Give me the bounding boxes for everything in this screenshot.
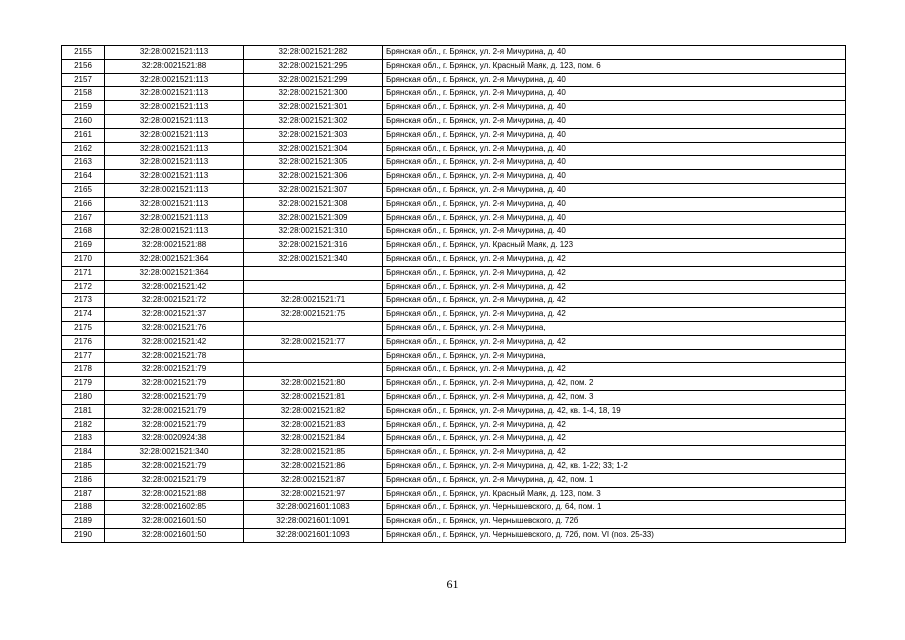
object-number-cell: 32:28:0021521:83 (244, 418, 383, 432)
parcel-number-cell: 32:28:0021521:72 (105, 294, 244, 308)
row-number-cell: 2172 (62, 280, 105, 294)
address-cell: Брянская обл., г. Брянск, ул. 2-я Мичурина, д. 40 (383, 101, 846, 115)
table-body (62, 46, 846, 543)
row-number-cell: 2174 (62, 308, 105, 322)
address-cell: Брянская обл., г. Брянск, ул. 2-я Мичурина, д. 42 (383, 308, 846, 322)
row-number-cell: 2175 (62, 321, 105, 335)
parcel-number-cell: 32:28:0021521:78 (105, 349, 244, 363)
parcel-number-cell: 32:28:0021521:88 (105, 239, 244, 253)
table-row (62, 183, 846, 197)
parcel-number-cell: 32:28:0021521:113 (105, 197, 244, 211)
row-number-cell: 2170 (62, 252, 105, 266)
parcel-number-cell: 32:28:0021521:113 (105, 183, 244, 197)
table-row (62, 252, 846, 266)
address-cell: Брянская обл., г. Брянск, ул. 2-я Мичурина, д. 40 (383, 225, 846, 239)
row-number-cell: 2166 (62, 197, 105, 211)
parcel-number-cell: 32:28:0021521:88 (105, 487, 244, 501)
table-row (62, 459, 846, 473)
address-cell: Брянская обл., г. Брянск, ул. 2-я Мичурина, д. 40 (383, 128, 846, 142)
table-row (62, 156, 846, 170)
row-number-cell: 2171 (62, 266, 105, 280)
row-number-cell: 2176 (62, 335, 105, 349)
object-number-cell: 32:28:0021521:84 (244, 432, 383, 446)
object-number-cell (244, 349, 383, 363)
object-number-cell: 32:28:0021521:304 (244, 142, 383, 156)
object-number-cell: 32:28:0021521:302 (244, 114, 383, 128)
parcel-number-cell: 32:28:0021521:79 (105, 377, 244, 391)
table-row (62, 114, 846, 128)
object-number-cell: 32:28:0021521:303 (244, 128, 383, 142)
row-number-cell: 2186 (62, 473, 105, 487)
address-cell: Брянская обл., г. Брянск, ул. 2-я Мичурина, д. 40 (383, 170, 846, 184)
address-cell: Брянская обл., г. Брянск, ул. 2-я Мичурина, д. 42 (383, 280, 846, 294)
object-number-cell (244, 321, 383, 335)
row-number-cell: 2181 (62, 404, 105, 418)
row-number-cell: 2180 (62, 390, 105, 404)
page-number: 61 (446, 577, 459, 591)
object-number-cell: 32:28:0021521:299 (244, 73, 383, 87)
row-number-cell: 2184 (62, 446, 105, 460)
table-row (62, 321, 846, 335)
row-number-cell: 2157 (62, 73, 105, 87)
address-cell: Брянская обл., г. Брянск, ул. 2-я Мичурина, (383, 321, 846, 335)
table-row (62, 446, 846, 460)
object-number-cell: 32:28:0021521:295 (244, 59, 383, 73)
parcel-number-cell: 32:28:0021521:88 (105, 59, 244, 73)
parcel-number-cell: 32:28:0021601:50 (105, 515, 244, 529)
parcel-number-cell: 32:28:0021521:42 (105, 335, 244, 349)
row-number-cell: 2164 (62, 170, 105, 184)
row-number-cell: 2158 (62, 87, 105, 101)
address-cell: Брянская обл., г. Брянск, ул. 2-я Мичурина, д. 42 (383, 252, 846, 266)
parcel-number-cell: 32:28:0021521:79 (105, 459, 244, 473)
parcel-number-cell: 32:28:0021521:76 (105, 321, 244, 335)
parcel-number-cell: 32:28:0021521:79 (105, 404, 244, 418)
table-row (62, 239, 846, 253)
table-row (62, 87, 846, 101)
address-cell: Брянская обл., г. Брянск, ул. Красный Маяк, д. 123, пом. 3 (383, 487, 846, 501)
parcel-number-cell: 32:28:0021521:79 (105, 390, 244, 404)
row-number-cell: 2168 (62, 225, 105, 239)
address-cell: Брянская обл., г. Брянск, ул. 2-я Мичурина, д. 42 (383, 418, 846, 432)
row-number-cell: 2185 (62, 459, 105, 473)
address-cell: Брянская обл., г. Брянск, ул. 2-я Мичурина, д. 42 (383, 446, 846, 460)
parcel-number-cell: 32:28:0021521:364 (105, 252, 244, 266)
parcel-number-cell: 32:28:0021602:85 (105, 501, 244, 515)
table-row (62, 335, 846, 349)
address-cell: Брянская обл., г. Брянск, ул. 2-я Мичурина, д. 42 (383, 363, 846, 377)
table-row (62, 101, 846, 115)
parcel-number-cell: 32:28:0021521:340 (105, 446, 244, 460)
object-number-cell: 32:28:0021521:282 (244, 46, 383, 60)
address-cell: Брянская обл., г. Брянск, ул. Чернышевского, д. 72б (383, 515, 846, 529)
address-cell: Брянская обл., г. Брянск, ул. 2-я Мичурина, д. 40 (383, 87, 846, 101)
parcel-number-cell: 32:28:0021521:79 (105, 473, 244, 487)
object-number-cell (244, 280, 383, 294)
table-row (62, 73, 846, 87)
row-number-cell: 2179 (62, 377, 105, 391)
address-cell: Брянская обл., г. Брянск, ул. 2-я Мичурина, д. 42 (383, 266, 846, 280)
address-cell: Брянская обл., г. Брянск, ул. Красный Маяк, д. 123, пом. 6 (383, 59, 846, 73)
table-row (62, 280, 846, 294)
table-row (62, 197, 846, 211)
object-number-cell: 32:28:0021521:305 (244, 156, 383, 170)
object-number-cell: 32:28:0021521:340 (244, 252, 383, 266)
address-cell: Брянская обл., г. Брянск, ул. 2-я Мичурина, д. 40 (383, 114, 846, 128)
object-number-cell: 32:28:0021521:87 (244, 473, 383, 487)
address-cell: Брянская обл., г. Брянск, ул. 2-я Мичурина, д. 40 (383, 183, 846, 197)
object-number-cell: 32:28:0021521:81 (244, 390, 383, 404)
row-number-cell: 2189 (62, 515, 105, 529)
object-number-cell: 32:28:0021521:82 (244, 404, 383, 418)
table-row (62, 473, 846, 487)
address-cell: Брянская обл., г. Брянск, ул. 2-я Мичурина, д. 42, кв. 1-22; 33; 1-2 (383, 459, 846, 473)
object-number-cell: 32:28:0021521:301 (244, 101, 383, 115)
cadastral-table (61, 45, 846, 543)
row-number-cell: 2177 (62, 349, 105, 363)
parcel-number-cell: 32:28:0021521:113 (105, 101, 244, 115)
row-number-cell: 2188 (62, 501, 105, 515)
row-number-cell: 2183 (62, 432, 105, 446)
parcel-number-cell: 32:28:0021521:113 (105, 211, 244, 225)
table-row (62, 501, 846, 515)
address-cell: Брянская обл., г. Брянск, ул. 2-я Мичурина, д. 40 (383, 73, 846, 87)
row-number-cell: 2173 (62, 294, 105, 308)
row-number-cell: 2162 (62, 142, 105, 156)
parcel-number-cell: 32:28:0021521:113 (105, 46, 244, 60)
object-number-cell (244, 363, 383, 377)
row-number-cell: 2155 (62, 46, 105, 60)
object-number-cell: 32:28:0021521:75 (244, 308, 383, 322)
parcel-number-cell: 32:28:0021521:364 (105, 266, 244, 280)
table-row (62, 308, 846, 322)
object-number-cell: 32:28:0021521:307 (244, 183, 383, 197)
table-row (62, 363, 846, 377)
address-cell: Брянская обл., г. Брянск, ул. 2-я Мичурина, д. 42, кв. 1-4, 18, 19 (383, 404, 846, 418)
object-number-cell: 32:28:0021521:316 (244, 239, 383, 253)
object-number-cell: 32:28:0021521:309 (244, 211, 383, 225)
address-cell: Брянская обл., г. Брянск, ул. 2-я Мичурина, д. 40 (383, 46, 846, 60)
row-number-cell: 2163 (62, 156, 105, 170)
parcel-number-cell: 32:28:0020924:38 (105, 432, 244, 446)
object-number-cell: 32:28:0021601:1083 (244, 501, 383, 515)
parcel-number-cell: 32:28:0021521:79 (105, 363, 244, 377)
object-number-cell (244, 266, 383, 280)
object-number-cell: 32:28:0021521:80 (244, 377, 383, 391)
address-cell: Брянская обл., г. Брянск, ул. 2-я Мичурина, (383, 349, 846, 363)
table-row (62, 266, 846, 280)
table-row (62, 487, 846, 501)
table-row (62, 294, 846, 308)
table-row (62, 528, 846, 542)
table-row (62, 377, 846, 391)
address-cell: Брянская обл., г. Брянск, ул. Красный Маяк, д. 123 (383, 239, 846, 253)
parcel-number-cell: 32:28:0021521:113 (105, 142, 244, 156)
row-number-cell: 2167 (62, 211, 105, 225)
table-row (62, 390, 846, 404)
address-cell: Брянская обл., г. Брянск, ул. 2-я Мичурина, д. 42 (383, 335, 846, 349)
row-number-cell: 2182 (62, 418, 105, 432)
address-cell: Брянская обл., г. Брянск, ул. 2-я Мичурина, д. 42 (383, 432, 846, 446)
table-row (62, 128, 846, 142)
address-cell: Брянская обл., г. Брянск, ул. 2-я Мичурина, д. 40 (383, 142, 846, 156)
row-number-cell: 2187 (62, 487, 105, 501)
address-cell: Брянская обл., г. Брянск, ул. 2-я Мичурина, д. 40 (383, 156, 846, 170)
object-number-cell: 32:28:0021521:308 (244, 197, 383, 211)
row-number-cell: 2159 (62, 101, 105, 115)
object-number-cell: 32:28:0021521:86 (244, 459, 383, 473)
parcel-number-cell: 32:28:0021601:50 (105, 528, 244, 542)
table-row (62, 349, 846, 363)
parcel-number-cell: 32:28:0021521:113 (105, 87, 244, 101)
parcel-number-cell: 32:28:0021521:79 (105, 418, 244, 432)
address-cell: Брянская обл., г. Брянск, ул. 2-я Мичурина, д. 42 (383, 294, 846, 308)
table-row (62, 211, 846, 225)
row-number-cell: 2160 (62, 114, 105, 128)
parcel-number-cell: 32:28:0021521:113 (105, 225, 244, 239)
table-row (62, 46, 846, 60)
table-row (62, 418, 846, 432)
table-row (62, 142, 846, 156)
address-cell: Брянская обл., г. Брянск, ул. Чернышевского, д. 64, пом. 1 (383, 501, 846, 515)
row-number-cell: 2165 (62, 183, 105, 197)
table-row (62, 432, 846, 446)
address-cell: Брянская обл., г. Брянск, ул. Чернышевского, д. 72б, пом. VI (поз. 25-33) (383, 528, 846, 542)
row-number-cell: 2178 (62, 363, 105, 377)
parcel-number-cell: 32:28:0021521:113 (105, 114, 244, 128)
address-cell: Брянская обл., г. Брянск, ул. 2-я Мичурина, д. 42, пом. 1 (383, 473, 846, 487)
object-number-cell: 32:28:0021521:71 (244, 294, 383, 308)
address-cell: Брянская обл., г. Брянск, ул. 2-я Мичурина, д. 42, пом. 2 (383, 377, 846, 391)
object-number-cell: 32:28:0021521:300 (244, 87, 383, 101)
address-cell: Брянская обл., г. Брянск, ул. 2-я Мичурина, д. 40 (383, 211, 846, 225)
parcel-number-cell: 32:28:0021521:113 (105, 128, 244, 142)
address-cell: Брянская обл., г. Брянск, ул. 2-я Мичурина, д. 40 (383, 197, 846, 211)
row-number-cell: 2161 (62, 128, 105, 142)
address-cell: Брянская обл., г. Брянск, ул. 2-я Мичурина, д. 42, пом. 3 (383, 390, 846, 404)
object-number-cell: 32:28:0021601:1093 (244, 528, 383, 542)
table-row (62, 170, 846, 184)
table-row (62, 515, 846, 529)
parcel-number-cell: 32:28:0021521:42 (105, 280, 244, 294)
object-number-cell: 32:28:0021521:97 (244, 487, 383, 501)
table-row (62, 225, 846, 239)
parcel-number-cell: 32:28:0021521:113 (105, 73, 244, 87)
object-number-cell: 32:28:0021521:306 (244, 170, 383, 184)
object-number-cell: 32:28:0021521:85 (244, 446, 383, 460)
object-number-cell: 32:28:0021601:1091 (244, 515, 383, 529)
row-number-cell: 2169 (62, 239, 105, 253)
row-number-cell: 2156 (62, 59, 105, 73)
table-row (62, 59, 846, 73)
parcel-number-cell: 32:28:0021521:37 (105, 308, 244, 322)
object-number-cell: 32:28:0021521:310 (244, 225, 383, 239)
parcel-number-cell: 32:28:0021521:113 (105, 170, 244, 184)
table-row (62, 404, 846, 418)
row-number-cell: 2190 (62, 528, 105, 542)
parcel-number-cell: 32:28:0021521:113 (105, 156, 244, 170)
object-number-cell: 32:28:0021521:77 (244, 335, 383, 349)
